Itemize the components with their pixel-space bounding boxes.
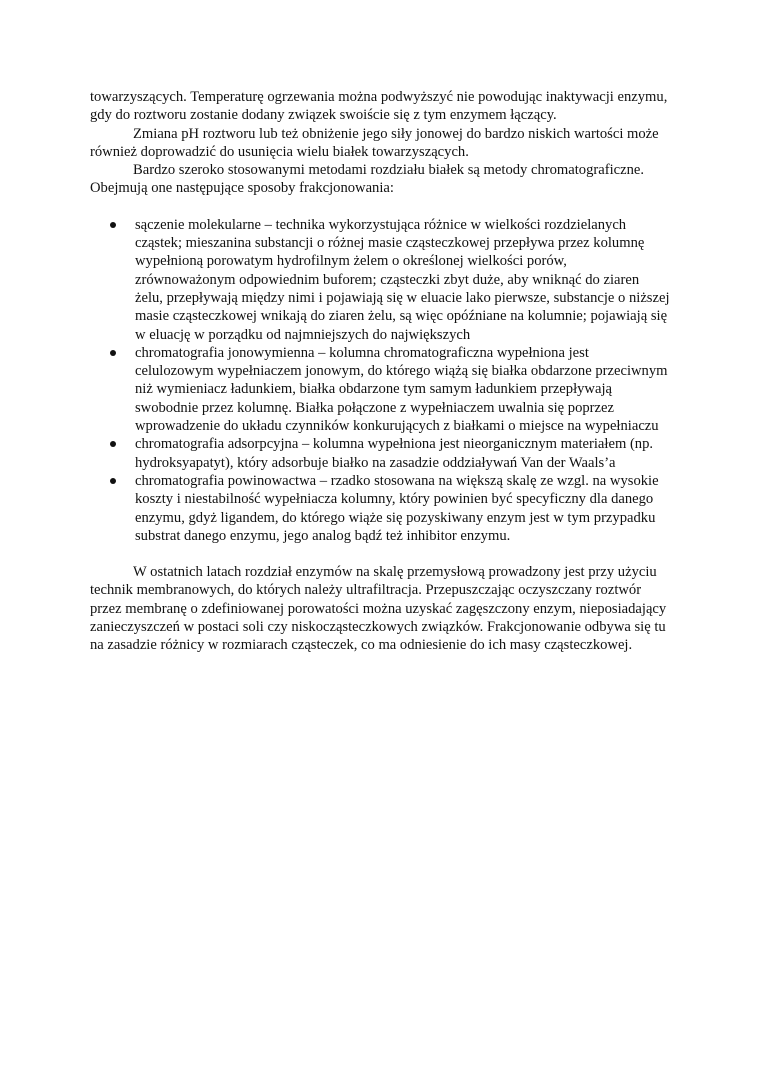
bullet-icon [110,478,116,484]
list-item [90,435,670,472]
list-item [90,472,670,545]
list-item-text: chromatografia adsorpcyjna – kolumna wypełniona jest nieorganicznym materiałem (np. hydroksyapatyt), który adsorbuje białko na zasadzie oddziaływań Van der Waals’a [135,436,654,471]
list-item-text: chromatografia jonowymienna – kolumna chromatograficzna wypełniona jest celulozowym wypełniaczem jonowym, do którego wiążą się białka obdarzone przeciwnym niż wymieniacz ładunkiem, białka obdarzone tym samym ładunkiem przepływają swobodnie przez kolumnę. Białka połączone z wypełniaczem uwalnia się poprzez wprowadzenie do układu czynników konkurujących z białkami o miejsce na wypełniaczu [135,344,668,435]
fractionation-methods-list [90,216,670,545]
bullet-icon [110,222,116,228]
paragraph-membrane-techniques: W ostatnich latach rozdział enzymów na skalę przemysłową prowadzony jest przy użyciu technik membranowych, do których należy ultrafiltracja. Przepuszczając oczyszczany roztwór przez membranę o zdefiniowanej porowatości można uzyskać zagęszczony enzym, nieposiadający zanieczyszczeń w postaci soli czy niskocząsteczkowych związków. Frakcjonowanie odbywa się tu na zasadzie różnicy w rozmiarach cząsteczek, co ma odniesienie do ich masy cząsteczkowej. [90,564,667,654]
paragraph-continuation: towarzyszących. Temperaturę ogrzewania można podwyższyć nie powodując inaktywacji enzymu, gdy do roztworu zostanie dodany związek swoiście się z tym enzymem łączący. [90,89,668,124]
list-item [90,216,670,344]
list-item [90,344,670,435]
bullet-icon [110,441,116,447]
bullet-icon [110,350,116,356]
list-item-text: sączenie molekularne – technika wykorzystująca różnice w wielkości rozdzielanych cząstek; mieszanina substancji o różnej masie cząsteczkowej przepływa przez kolumnę wypełnioną porowatym hydrofilnym żelem o określonej wielkości porów, zrównoważonym odpowiednim buforem; cząsteczki zbyt duże, aby wniknąć do ziaren żelu, przepływają między nimi i pojawiają się w eluacie lako pierwsze, substancje o niższej masie cząsteczkowej wnikają do ziaren żelu, są więc opóźniane na kolumnie; pojawiają się w eluację w porządku od najmniejszych do największych [135,216,670,343]
document-body [90,88,670,655]
spacer [90,545,670,563]
paragraph-ph-change: Zmiana pH roztworu lub też obniżenie jego siły jonowej do bardzo niskich wartości może również doprowadzić do usunięcia wielu białek towarzyszących. [90,125,659,160]
paragraph-chromatography-intro: Bardzo szeroko stosowanymi metodami rozdziału białek są metody chromatograficzne. Obejmują one następujące sposoby frakcjonowania: [90,162,645,197]
list-item-text: chromatografia powinowactwa – rzadko stosowana na większą skalę ze wzgl. na wysokie koszty i niestabilność wypełniacza kolumny, który powinien być specyficzny dla danego enzymu, gdyż ligandem, do którego wiąże się pozyskiwany enzym jest w tym przypadku substrat danego enzymu, jego analog bądź też inhibitor enzymu. [135,472,659,544]
